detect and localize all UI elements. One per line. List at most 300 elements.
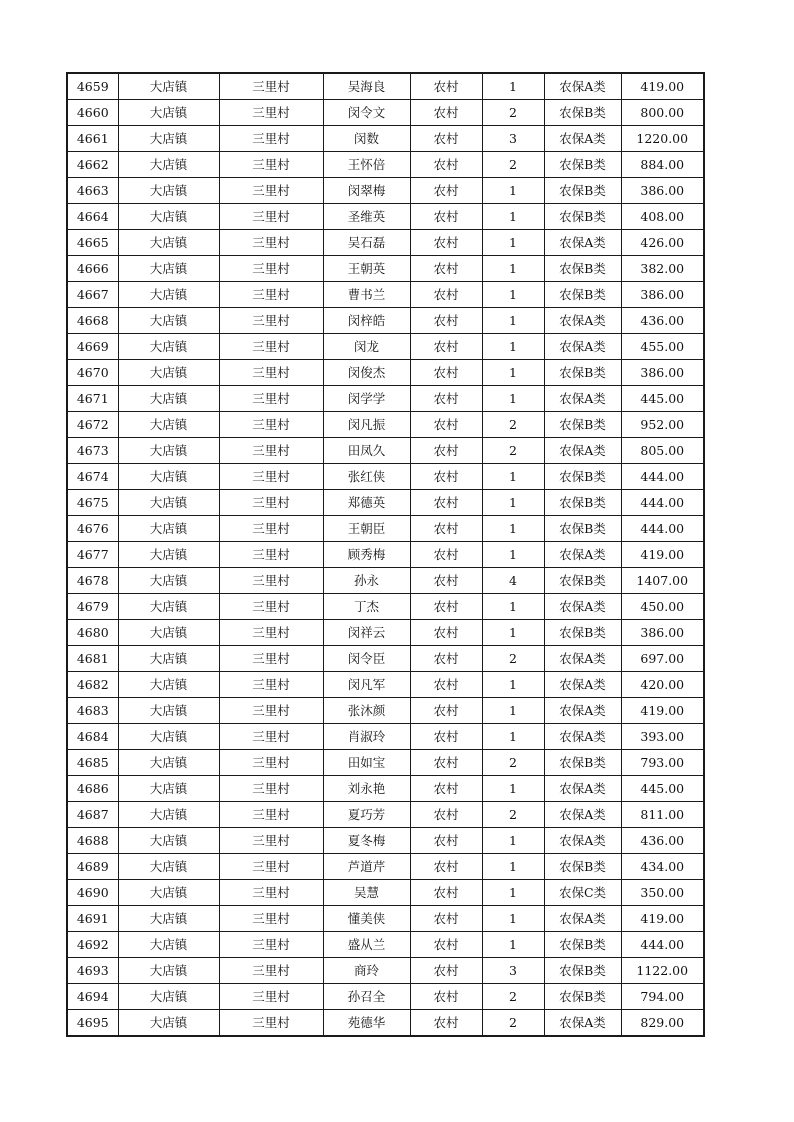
insurance-category-cell: 农保B类 <box>544 256 621 282</box>
insurance-category-cell: 农保A类 <box>544 1010 621 1037</box>
village-cell: 三里村 <box>219 724 323 750</box>
town-cell: 大店镇 <box>118 724 219 750</box>
amount-cell: 829.00 <box>621 1010 704 1037</box>
amount-cell: 434.00 <box>621 854 704 880</box>
household-count-cell: 1 <box>482 490 544 516</box>
row-number: 4672 <box>67 412 118 438</box>
row-number: 4661 <box>67 126 118 152</box>
town-cell: 大店镇 <box>118 594 219 620</box>
table-row <box>67 464 704 490</box>
village-cell: 三里村 <box>219 282 323 308</box>
village-cell: 三里村 <box>219 906 323 932</box>
village-cell: 三里村 <box>219 204 323 230</box>
town-cell: 大店镇 <box>118 178 219 204</box>
amount-cell: 386.00 <box>621 282 704 308</box>
insurance-category-cell: 农保A类 <box>544 906 621 932</box>
household-count-cell: 1 <box>482 204 544 230</box>
amount-cell: 444.00 <box>621 516 704 542</box>
area-type-cell: 农村 <box>410 932 482 958</box>
insurance-category-cell: 农保A类 <box>544 334 621 360</box>
name-cell: 闵令文 <box>323 100 410 126</box>
household-count-cell: 1 <box>482 542 544 568</box>
name-cell: 夏巧芳 <box>323 802 410 828</box>
village-cell: 三里村 <box>219 360 323 386</box>
insurance-category-cell: 农保B类 <box>544 152 621 178</box>
name-cell: 张沐颜 <box>323 698 410 724</box>
name-cell: 闵梓皓 <box>323 308 410 334</box>
town-cell: 大店镇 <box>118 334 219 360</box>
amount-cell: 811.00 <box>621 802 704 828</box>
town-cell: 大店镇 <box>118 386 219 412</box>
village-cell: 三里村 <box>219 386 323 412</box>
table-row <box>67 984 704 1010</box>
row-number: 4681 <box>67 646 118 672</box>
household-count-cell: 2 <box>482 100 544 126</box>
town-cell: 大店镇 <box>118 204 219 230</box>
village-cell: 三里村 <box>219 828 323 854</box>
insurance-category-cell: 农保B类 <box>544 516 621 542</box>
row-number: 4664 <box>67 204 118 230</box>
row-number: 4685 <box>67 750 118 776</box>
village-cell: 三里村 <box>219 1010 323 1037</box>
row-number: 4668 <box>67 308 118 334</box>
table-row <box>67 698 704 724</box>
name-cell: 闵数 <box>323 126 410 152</box>
village-cell: 三里村 <box>219 620 323 646</box>
name-cell: 曹书兰 <box>323 282 410 308</box>
household-count-cell: 1 <box>482 256 544 282</box>
village-cell: 三里村 <box>219 750 323 776</box>
row-number: 4682 <box>67 672 118 698</box>
table-row <box>67 282 704 308</box>
roster-table <box>66 72 705 1037</box>
row-number: 4686 <box>67 776 118 802</box>
village-cell: 三里村 <box>219 568 323 594</box>
insurance-category-cell: 农保B类 <box>544 568 621 594</box>
name-cell: 闵凡军 <box>323 672 410 698</box>
row-number: 4690 <box>67 880 118 906</box>
area-type-cell: 农村 <box>410 984 482 1010</box>
amount-cell: 800.00 <box>621 100 704 126</box>
town-cell: 大店镇 <box>118 568 219 594</box>
table-row <box>67 126 704 152</box>
village-cell: 三里村 <box>219 178 323 204</box>
row-number: 4688 <box>67 828 118 854</box>
household-count-cell: 2 <box>482 750 544 776</box>
row-number: 4662 <box>67 152 118 178</box>
table-row <box>67 568 704 594</box>
insurance-category-cell: 农保B类 <box>544 360 621 386</box>
area-type-cell: 农村 <box>410 438 482 464</box>
table-row <box>67 958 704 984</box>
name-cell: 闵俊杰 <box>323 360 410 386</box>
area-type-cell: 农村 <box>410 204 482 230</box>
village-cell: 三里村 <box>219 73 323 100</box>
area-type-cell: 农村 <box>410 906 482 932</box>
table-row <box>67 906 704 932</box>
area-type-cell: 农村 <box>410 620 482 646</box>
town-cell: 大店镇 <box>118 802 219 828</box>
table-row <box>67 646 704 672</box>
household-count-cell: 1 <box>482 282 544 308</box>
village-cell: 三里村 <box>219 126 323 152</box>
village-cell: 三里村 <box>219 698 323 724</box>
village-cell: 三里村 <box>219 542 323 568</box>
household-count-cell: 1 <box>482 724 544 750</box>
insurance-category-cell: 农保A类 <box>544 438 621 464</box>
row-number: 4692 <box>67 932 118 958</box>
amount-cell: 386.00 <box>621 178 704 204</box>
town-cell: 大店镇 <box>118 698 219 724</box>
village-cell: 三里村 <box>219 646 323 672</box>
insurance-category-cell: 农保A类 <box>544 828 621 854</box>
table-row <box>67 100 704 126</box>
household-count-cell: 1 <box>482 230 544 256</box>
table-row <box>67 802 704 828</box>
amount-cell: 805.00 <box>621 438 704 464</box>
town-cell: 大店镇 <box>118 438 219 464</box>
town-cell: 大店镇 <box>118 620 219 646</box>
amount-cell: 426.00 <box>621 230 704 256</box>
amount-cell: 393.00 <box>621 724 704 750</box>
insurance-category-cell: 农保B类 <box>544 204 621 230</box>
amount-cell: 419.00 <box>621 73 704 100</box>
insurance-category-cell: 农保A类 <box>544 230 621 256</box>
table-row <box>67 334 704 360</box>
amount-cell: 408.00 <box>621 204 704 230</box>
name-cell: 张红侠 <box>323 464 410 490</box>
insurance-category-cell: 农保B类 <box>544 932 621 958</box>
name-cell: 闵学学 <box>323 386 410 412</box>
amount-cell: 884.00 <box>621 152 704 178</box>
table-row <box>67 204 704 230</box>
name-cell: 芦道芹 <box>323 854 410 880</box>
table-row <box>67 828 704 854</box>
town-cell: 大店镇 <box>118 100 219 126</box>
amount-cell: 1407.00 <box>621 568 704 594</box>
town-cell: 大店镇 <box>118 880 219 906</box>
household-count-cell: 1 <box>482 854 544 880</box>
household-count-cell: 2 <box>482 412 544 438</box>
insurance-category-cell: 农保B类 <box>544 958 621 984</box>
row-number: 4665 <box>67 230 118 256</box>
amount-cell: 382.00 <box>621 256 704 282</box>
area-type-cell: 农村 <box>410 880 482 906</box>
insurance-category-cell: 农保A类 <box>544 672 621 698</box>
area-type-cell: 农村 <box>410 73 482 100</box>
village-cell: 三里村 <box>219 672 323 698</box>
town-cell: 大店镇 <box>118 958 219 984</box>
area-type-cell: 农村 <box>410 828 482 854</box>
household-count-cell: 1 <box>482 334 544 360</box>
row-number: 4680 <box>67 620 118 646</box>
village-cell: 三里村 <box>219 438 323 464</box>
table-row <box>67 620 704 646</box>
insurance-category-cell: 农保C类 <box>544 880 621 906</box>
village-cell: 三里村 <box>219 230 323 256</box>
row-number: 4675 <box>67 490 118 516</box>
insurance-category-cell: 农保B类 <box>544 464 621 490</box>
amount-cell: 350.00 <box>621 880 704 906</box>
insurance-category-cell: 农保A类 <box>544 802 621 828</box>
insurance-category-cell: 农保A类 <box>544 126 621 152</box>
village-cell: 三里村 <box>219 464 323 490</box>
table-row <box>67 1010 704 1037</box>
household-count-cell: 1 <box>482 594 544 620</box>
household-count-cell: 2 <box>482 646 544 672</box>
table-row <box>67 230 704 256</box>
town-cell: 大店镇 <box>118 490 219 516</box>
insurance-category-cell: 农保B类 <box>544 100 621 126</box>
household-count-cell: 1 <box>482 906 544 932</box>
village-cell: 三里村 <box>219 308 323 334</box>
amount-cell: 444.00 <box>621 464 704 490</box>
area-type-cell: 农村 <box>410 854 482 880</box>
town-cell: 大店镇 <box>118 672 219 698</box>
area-type-cell: 农村 <box>410 412 482 438</box>
insurance-category-cell: 农保A类 <box>544 542 621 568</box>
town-cell: 大店镇 <box>118 984 219 1010</box>
village-cell: 三里村 <box>219 880 323 906</box>
name-cell: 孙召全 <box>323 984 410 1010</box>
insurance-category-cell: 农保A类 <box>544 776 621 802</box>
household-count-cell: 1 <box>482 672 544 698</box>
insurance-category-cell: 农保B类 <box>544 282 621 308</box>
household-count-cell: 3 <box>482 126 544 152</box>
town-cell: 大店镇 <box>118 542 219 568</box>
row-number: 4671 <box>67 386 118 412</box>
household-count-cell: 2 <box>482 802 544 828</box>
area-type-cell: 农村 <box>410 672 482 698</box>
area-type-cell: 农村 <box>410 646 482 672</box>
insurance-category-cell: 农保B类 <box>544 750 621 776</box>
table-row <box>67 386 704 412</box>
name-cell: 郑德英 <box>323 490 410 516</box>
household-count-cell: 3 <box>482 958 544 984</box>
area-type-cell: 农村 <box>410 100 482 126</box>
village-cell: 三里村 <box>219 958 323 984</box>
row-number: 4695 <box>67 1010 118 1037</box>
town-cell: 大店镇 <box>118 906 219 932</box>
row-number: 4693 <box>67 958 118 984</box>
amount-cell: 436.00 <box>621 308 704 334</box>
village-cell: 三里村 <box>219 334 323 360</box>
insurance-category-cell: 农保A类 <box>544 386 621 412</box>
insurance-category-cell: 农保B类 <box>544 984 621 1010</box>
town-cell: 大店镇 <box>118 750 219 776</box>
village-cell: 三里村 <box>219 490 323 516</box>
town-cell: 大店镇 <box>118 73 219 100</box>
table-row <box>67 542 704 568</box>
household-count-cell: 1 <box>482 308 544 334</box>
household-count-cell: 1 <box>482 620 544 646</box>
row-number: 4687 <box>67 802 118 828</box>
household-count-cell: 4 <box>482 568 544 594</box>
table-row <box>67 880 704 906</box>
area-type-cell: 农村 <box>410 542 482 568</box>
area-type-cell: 农村 <box>410 776 482 802</box>
village-cell: 三里村 <box>219 256 323 282</box>
town-cell: 大店镇 <box>118 516 219 542</box>
area-type-cell: 农村 <box>410 256 482 282</box>
town-cell: 大店镇 <box>118 828 219 854</box>
town-cell: 大店镇 <box>118 1010 219 1037</box>
household-count-cell: 2 <box>482 1010 544 1037</box>
household-count-cell: 1 <box>482 360 544 386</box>
area-type-cell: 农村 <box>410 568 482 594</box>
row-number: 4663 <box>67 178 118 204</box>
row-number: 4694 <box>67 984 118 1010</box>
amount-cell: 419.00 <box>621 906 704 932</box>
household-count-cell: 1 <box>482 386 544 412</box>
name-cell: 顾秀梅 <box>323 542 410 568</box>
village-cell: 三里村 <box>219 152 323 178</box>
name-cell: 闵令臣 <box>323 646 410 672</box>
row-number: 4683 <box>67 698 118 724</box>
area-type-cell: 农村 <box>410 958 482 984</box>
amount-cell: 450.00 <box>621 594 704 620</box>
insurance-category-cell: 农保A类 <box>544 698 621 724</box>
name-cell: 孙永 <box>323 568 410 594</box>
amount-cell: 455.00 <box>621 334 704 360</box>
row-number: 4678 <box>67 568 118 594</box>
town-cell: 大店镇 <box>118 126 219 152</box>
town-cell: 大店镇 <box>118 230 219 256</box>
row-number: 4669 <box>67 334 118 360</box>
area-type-cell: 农村 <box>410 464 482 490</box>
name-cell: 王朝臣 <box>323 516 410 542</box>
name-cell: 吴海良 <box>323 73 410 100</box>
roster-table-body <box>67 73 704 1036</box>
area-type-cell: 农村 <box>410 802 482 828</box>
table-row <box>67 73 704 100</box>
household-count-cell: 1 <box>482 932 544 958</box>
village-cell: 三里村 <box>219 932 323 958</box>
amount-cell: 386.00 <box>621 360 704 386</box>
area-type-cell: 农村 <box>410 308 482 334</box>
table-row <box>67 932 704 958</box>
name-cell: 刘永艳 <box>323 776 410 802</box>
name-cell: 圣维英 <box>323 204 410 230</box>
area-type-cell: 农村 <box>410 360 482 386</box>
row-number: 4676 <box>67 516 118 542</box>
area-type-cell: 农村 <box>410 334 482 360</box>
name-cell: 闵祥云 <box>323 620 410 646</box>
amount-cell: 1220.00 <box>621 126 704 152</box>
table-row <box>67 438 704 464</box>
name-cell: 闵龙 <box>323 334 410 360</box>
amount-cell: 445.00 <box>621 776 704 802</box>
amount-cell: 419.00 <box>621 698 704 724</box>
name-cell: 吴石磊 <box>323 230 410 256</box>
name-cell: 懂美侠 <box>323 906 410 932</box>
insurance-category-cell: 农保A类 <box>544 594 621 620</box>
village-cell: 三里村 <box>219 802 323 828</box>
area-type-cell: 农村 <box>410 386 482 412</box>
table-row <box>67 152 704 178</box>
amount-cell: 420.00 <box>621 672 704 698</box>
town-cell: 大店镇 <box>118 646 219 672</box>
household-count-cell: 1 <box>482 516 544 542</box>
insurance-category-cell: 农保B类 <box>544 490 621 516</box>
name-cell: 盛从兰 <box>323 932 410 958</box>
area-type-cell: 农村 <box>410 230 482 256</box>
household-count-cell: 1 <box>482 776 544 802</box>
table-row <box>67 750 704 776</box>
area-type-cell: 农村 <box>410 698 482 724</box>
insurance-category-cell: 农保A类 <box>544 73 621 100</box>
name-cell: 苑德华 <box>323 1010 410 1037</box>
town-cell: 大店镇 <box>118 854 219 880</box>
amount-cell: 444.00 <box>621 932 704 958</box>
town-cell: 大店镇 <box>118 256 219 282</box>
row-number: 4674 <box>67 464 118 490</box>
name-cell: 闵凡振 <box>323 412 410 438</box>
name-cell: 王朝英 <box>323 256 410 282</box>
town-cell: 大店镇 <box>118 308 219 334</box>
insurance-category-cell: 农保A类 <box>544 646 621 672</box>
area-type-cell: 农村 <box>410 490 482 516</box>
name-cell: 丁杰 <box>323 594 410 620</box>
name-cell: 田如宝 <box>323 750 410 776</box>
town-cell: 大店镇 <box>118 464 219 490</box>
area-type-cell: 农村 <box>410 724 482 750</box>
household-count-cell: 1 <box>482 73 544 100</box>
area-type-cell: 农村 <box>410 178 482 204</box>
amount-cell: 793.00 <box>621 750 704 776</box>
row-number: 4660 <box>67 100 118 126</box>
row-number: 4679 <box>67 594 118 620</box>
town-cell: 大店镇 <box>118 412 219 438</box>
row-number: 4684 <box>67 724 118 750</box>
area-type-cell: 农村 <box>410 516 482 542</box>
table-row <box>67 724 704 750</box>
row-number: 4659 <box>67 73 118 100</box>
village-cell: 三里村 <box>219 984 323 1010</box>
household-count-cell: 1 <box>482 464 544 490</box>
table-row <box>67 776 704 802</box>
household-count-cell: 2 <box>482 438 544 464</box>
row-number: 4666 <box>67 256 118 282</box>
village-cell: 三里村 <box>219 854 323 880</box>
table-row <box>67 412 704 438</box>
name-cell: 吴慧 <box>323 880 410 906</box>
household-count-cell: 2 <box>482 152 544 178</box>
insurance-category-cell: 农保B类 <box>544 854 621 880</box>
insurance-category-cell: 农保B类 <box>544 412 621 438</box>
town-cell: 大店镇 <box>118 932 219 958</box>
village-cell: 三里村 <box>219 776 323 802</box>
name-cell: 田凤久 <box>323 438 410 464</box>
row-number: 4691 <box>67 906 118 932</box>
area-type-cell: 农村 <box>410 282 482 308</box>
village-cell: 三里村 <box>219 412 323 438</box>
name-cell: 夏冬梅 <box>323 828 410 854</box>
town-cell: 大店镇 <box>118 282 219 308</box>
town-cell: 大店镇 <box>118 360 219 386</box>
table-row <box>67 490 704 516</box>
town-cell: 大店镇 <box>118 776 219 802</box>
household-count-cell: 1 <box>482 178 544 204</box>
insurance-category-cell: 农保A类 <box>544 724 621 750</box>
village-cell: 三里村 <box>219 594 323 620</box>
household-count-cell: 1 <box>482 880 544 906</box>
amount-cell: 436.00 <box>621 828 704 854</box>
household-count-cell: 2 <box>482 984 544 1010</box>
name-cell: 闵翠梅 <box>323 178 410 204</box>
row-number: 4689 <box>67 854 118 880</box>
row-number: 4670 <box>67 360 118 386</box>
